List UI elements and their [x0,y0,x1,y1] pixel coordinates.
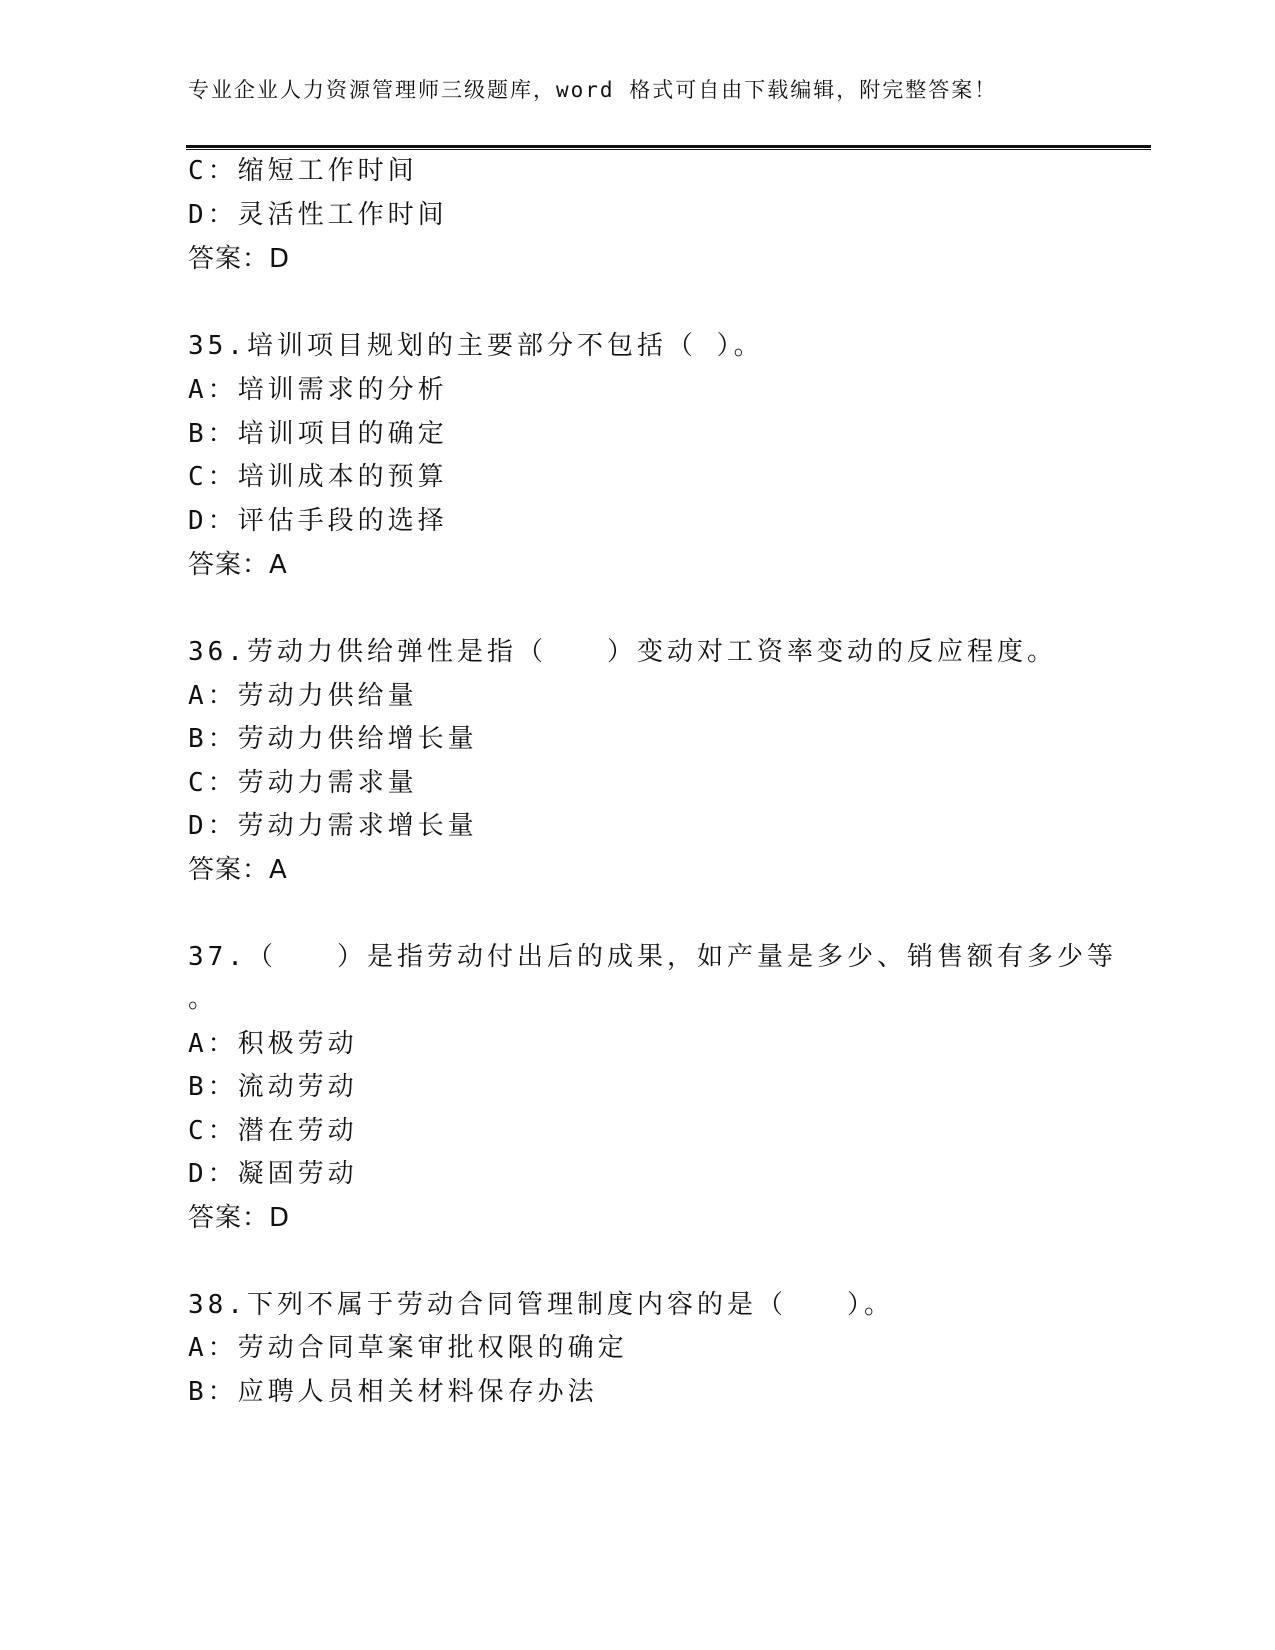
q34-option-c: C：缩短工作时间 [188,156,418,186]
q35-question: 35.培训项目规划的主要部分不包括（ ）。 [188,331,764,361]
q35-option-a: A：培训需求的分析 [188,375,448,405]
q37-question: 37.（ ）是指劳动付出后的成果，如产量是多少、销售额有多少等 [188,942,1117,972]
q34-answer: 答案：D [188,244,291,274]
q36-option-c: C：劳动力需求量 [188,768,418,798]
q35-option-b: B：培训项目的确定 [188,419,448,449]
q35-answer: 答案：A [188,550,288,580]
q37-option-c: C：潜在劳动 [188,1116,358,1146]
q37-option-d: D：凝固劳动 [188,1159,358,1189]
q38-option-b: B：应聘人员相关材料保存办法 [188,1377,598,1407]
q38-option-a: A：劳动合同草案审批权限的确定 [188,1333,628,1363]
q37-answer: 答案：D [188,1203,291,1233]
q34-option-d: D：灵活性工作时间 [188,200,448,230]
q35-option-d: D：评估手段的选择 [188,506,448,536]
q38-question: 38.下列不属于劳动合同管理制度内容的是（ ）。 [188,1290,894,1320]
q37-question-continuation: 。 [188,984,219,1014]
q37-option-b: B：流动劳动 [188,1072,358,1102]
q37-option-a: A：积极劳动 [188,1029,358,1059]
q36-option-d: D：劳动力需求增长量 [188,811,478,841]
q36-answer: 答案：A [188,855,288,885]
q36-question: 36.劳动力供给弹性是指（ ）变动对工资率变动的反应程度。 [188,637,1057,667]
q36-option-a: A：劳动力供给量 [188,681,418,711]
q35-option-c: C：培训成本的预算 [188,462,448,492]
header-divider [186,145,1151,150]
q36-option-b: B：劳动力供给增长量 [188,724,478,754]
page-header: 专业企业人力资源管理师三级题库，word 格式可自由下载编辑，附完整答案！ [188,78,998,102]
